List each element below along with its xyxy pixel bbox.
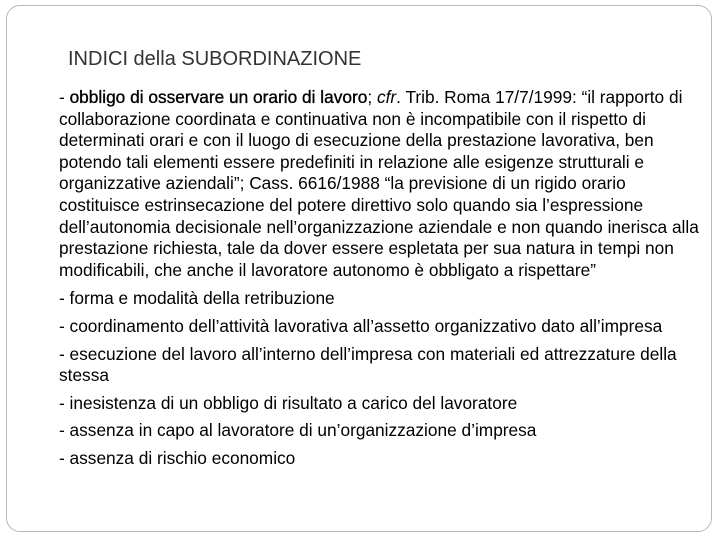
- item-bold-text: obbligo di osservare un orario di lavoro: [69, 87, 368, 107]
- slide-title: INDICI della SUBORDINAZIONE: [68, 48, 362, 70]
- list-item: - coordinamento dell’attività lavorativa all’assetto organizzativo dato all’impresa: [59, 315, 663, 336]
- item-citation-text: . Trib. Roma 17/7/1999: “il rapporto di collaborazione coordinata e continuativa non è incompatibile con il rispetto di determinati orari e con il luogo di esecuzione della prestazione lavorativa, ben potendo tali elementi essere predefiniti in relazione alle esigenze strutturali e organizzative aziendali”; Cass. 6616/1988 “la previsione di un rigido orario costituisce estrinsecazione del potere direttivo solo quando sia l’espressione dell’autonomia decisionale nell’organizzazione aziendale e non quando inerisca alla prestazione richiesta, tale da dover essere espletata per sua natura in tempi non modificabili, che anche il lavoratore autonomo è obbligato a rispettare”: [59, 87, 699, 280]
- list-item: - assenza in capo al lavoratore di un’organizzazione d’impresa: [59, 420, 537, 441]
- indicator-list: [59, 87, 709, 476]
- list-item-orario: [59, 87, 709, 281]
- item-italic-cfr: cfr: [376, 87, 397, 107]
- list-item: - inesistenza di un obbligo di risultato a carico del lavoratore: [59, 392, 518, 413]
- item-separator: ;: [367, 87, 377, 107]
- list-item: - assenza di rischio economico: [59, 447, 296, 468]
- slide-frame: [6, 5, 712, 532]
- item-prefix: -: [59, 87, 70, 107]
- list-item: - esecuzione del lavoro all’interno dell’impresa con materiali ed attrezzature della stessa: [59, 343, 677, 386]
- list-item: - forma e modalità della retribuzione: [59, 288, 335, 309]
